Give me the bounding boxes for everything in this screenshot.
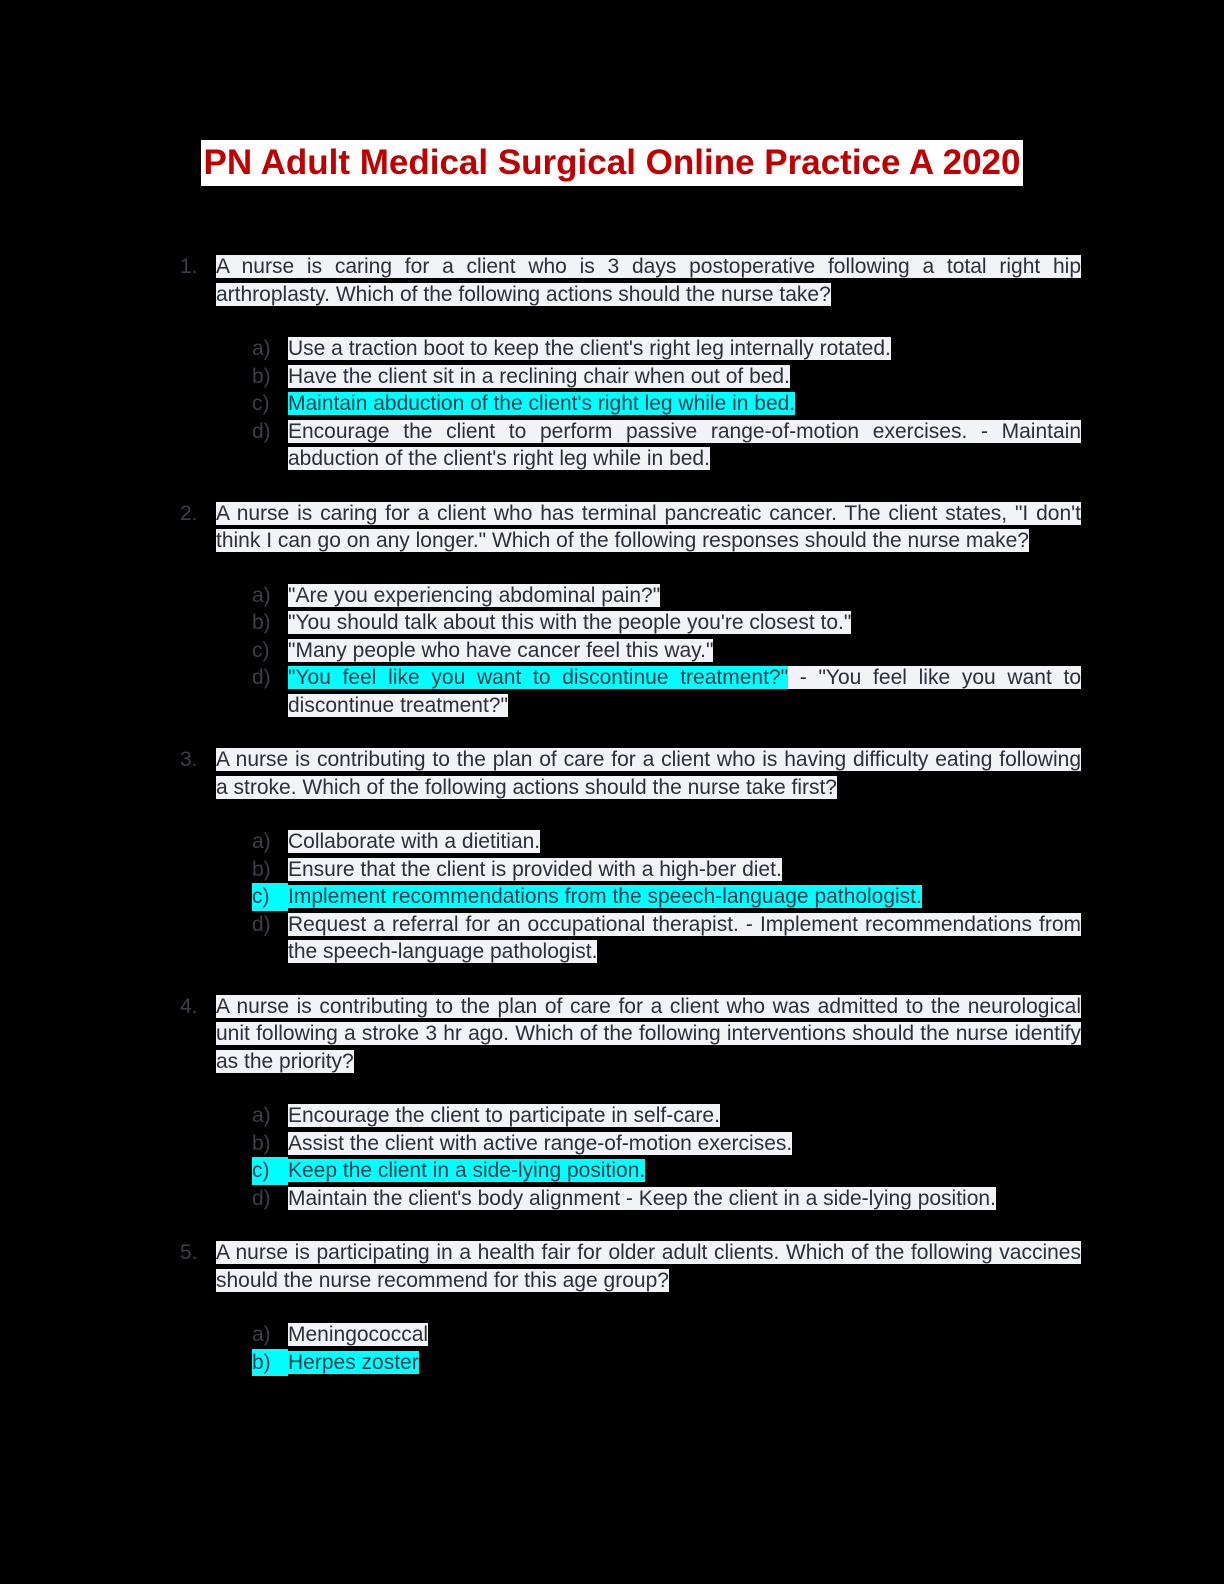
question-4 [0, 993, 1224, 1213]
option-letter: c) [252, 638, 270, 662]
option-letter: d) [252, 912, 271, 936]
option-list [0, 1321, 1224, 1376]
option-d [0, 911, 1224, 966]
option-letter: b) [252, 857, 271, 881]
question-number: 4. [180, 994, 198, 1018]
option-c-correct [0, 390, 1224, 418]
option-text: "Are you experiencing abdominal pain?" [288, 583, 661, 607]
option-a [0, 1102, 1224, 1130]
option-b [0, 609, 1224, 637]
option-letter: b) [252, 1131, 271, 1155]
option-text: Collaborate with a dietitian. [288, 830, 541, 853]
correct-answer-text: Keep the client in a side-lying position. [288, 1159, 646, 1182]
option-list [0, 582, 1224, 720]
option-b [0, 856, 1224, 884]
option-text: Use a traction boot to keep the client's right leg internally rotated. [288, 337, 891, 360]
option-d-correct [0, 664, 1224, 719]
option-letter: a) [252, 337, 271, 360]
question-number: 5. [180, 1241, 198, 1264]
question-3 [0, 746, 1224, 966]
option-text: Encourage the client to perform passive range-of-motion exercises. - Maintain abduction of the client's right leg while in bed. [288, 419, 1081, 470]
option-d [0, 1185, 1224, 1213]
question-list [0, 253, 1224, 1403]
option-text: - "You feel like you want to discontinue treatment?" [288, 666, 1081, 717]
option-letter: a) [252, 1104, 271, 1127]
option-letter: a) [252, 830, 271, 853]
option-letter: d) [252, 1186, 271, 1210]
option-letter: c) [252, 392, 270, 415]
option-letter: d) [252, 419, 271, 443]
option-text: Assist the client with active range-of-motion exercises. [288, 1131, 793, 1155]
option-text: Maintain the client's body alignment - Keep the client in a side-lying position. [288, 1186, 996, 1210]
option-text: Encourage the client to participate in self-care. [288, 1104, 720, 1127]
correct-answer-text: "You feel like you want to discontinue treatment?" [288, 666, 789, 689]
option-letter: d) [252, 666, 271, 689]
option-text: Meningococcal [288, 1323, 429, 1346]
question-number: 3. [180, 748, 198, 771]
option-a [0, 828, 1224, 856]
option-letter: a) [252, 583, 271, 607]
question-number: 2. [180, 501, 198, 525]
question-text: A nurse is contributing to the plan of care for a client who is having difficulty eating following a stroke. Which of the following actions should the nurse take first? [216, 748, 1081, 799]
option-letter: b) [252, 364, 271, 388]
option-letter: b) [252, 611, 271, 634]
option-b [0, 1130, 1224, 1158]
option-b-correct [0, 1349, 1224, 1377]
option-letter: a) [252, 1323, 271, 1346]
option-text: "Many people who have cancer feel this way." [288, 638, 714, 662]
option-letter: c) [252, 883, 288, 911]
option-text: Request a referral for an occupational therapist. - Implement recommendations from the speech-language pathologist. [288, 912, 1081, 963]
correct-answer-text: Implement recommendations from the speech-language pathologist. [288, 885, 922, 908]
option-text: "You should talk about this with the people you're closest to." [288, 611, 852, 634]
question-text: A nurse is caring for a client who is 3 days postoperative following a total right hip arthroplasty. Which of the following actions should the nurse take? [216, 255, 1081, 306]
option-a [0, 1321, 1224, 1349]
question-5 [0, 1239, 1224, 1376]
option-letter: c) [252, 1157, 288, 1185]
option-b [0, 363, 1224, 391]
question-text: A nurse is participating in a health fair for older adult clients. Which of the following vaccines should the nurse recommend for this age group? [216, 1241, 1081, 1292]
option-list [0, 335, 1224, 473]
correct-answer-text: Herpes zoster [288, 1350, 419, 1374]
correct-answer-text: Maintain abduction of the client's right leg while in bed. [288, 392, 796, 415]
question-text: A nurse is caring for a client who has terminal pancreatic cancer. The client states, "I don't think I can go on any longer." Which of the following responses should the nurse make? [216, 501, 1081, 552]
question-text: A nurse is contributing to the plan of care for a client who was admitted to the neurological unit following a stroke 3 hr ago. Which of the following interventions should the nurse identify as the priority? [216, 994, 1081, 1073]
option-letter: b) [252, 1349, 288, 1377]
question-number: 1. [180, 255, 198, 278]
title-container [0, 140, 1224, 186]
option-a [0, 335, 1224, 363]
option-c-correct [0, 1157, 1224, 1185]
page-title: PN Adult Medical Surgical Online Practice A 2020 [201, 140, 1024, 186]
option-c [0, 637, 1224, 665]
option-d [0, 418, 1224, 473]
option-a [0, 582, 1224, 610]
question-2 [0, 500, 1224, 720]
option-list [0, 1102, 1224, 1212]
option-c-correct [0, 883, 1224, 911]
option-text: Ensure that the client is provided with a high-ber diet. [288, 857, 782, 881]
question-1 [0, 253, 1224, 473]
option-text: Have the client sit in a reclining chair when out of bed. [288, 364, 790, 388]
option-list [0, 828, 1224, 966]
